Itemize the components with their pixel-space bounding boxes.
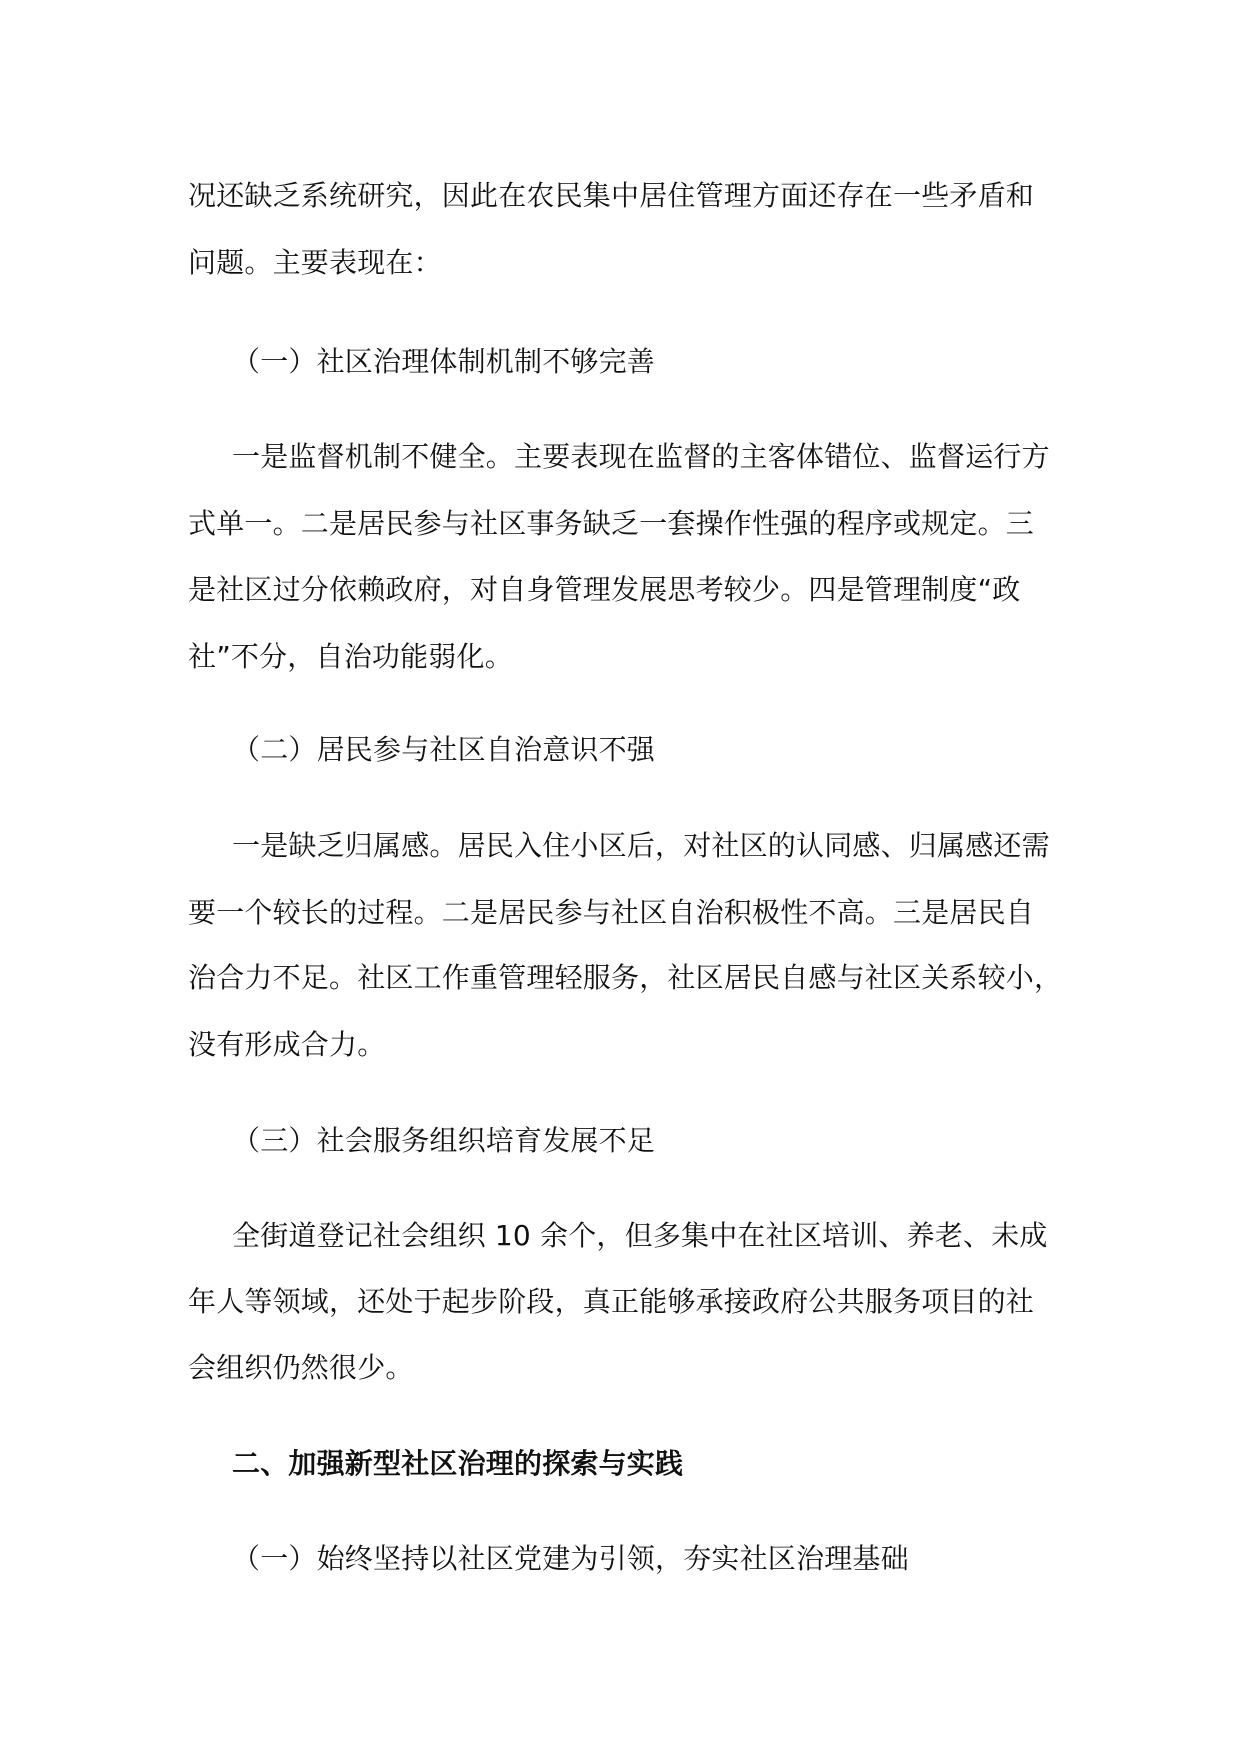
paragraph-line: 会组织仍然很少。	[188, 1351, 414, 1384]
paragraph-line: 是社区过分依赖政府，对自身管理发展思考较少。四是管理制度“政	[188, 573, 1021, 606]
paragraph-line: 治合力不足。社区工作重管理轻服务，社区居民自感与社区关系较小，	[188, 961, 1063, 994]
paragraph-line: 全街道登记社会组织 10 余个，但多集中在社区培训、养老、未成	[232, 1219, 1048, 1252]
paragraph-line: 要一个较长的过程。二是居民参与社区自治积极性不高。三是居民自	[188, 896, 1035, 929]
section-heading: （二）居民参与社区自治意识不强	[232, 733, 656, 766]
section-heading: （一）社区治理体制机制不够完善	[232, 345, 656, 378]
paragraph-line: 没有形成合力。	[188, 1028, 386, 1061]
paragraph-line: 社”不分，自治功能弱化。	[188, 640, 513, 673]
paragraph-line: 年人等领域，还处于起步阶段，真正能够承接政府公共服务项目的社	[188, 1285, 1035, 1318]
paragraph-line: 一是缺乏归属感。居民入住小区后，对社区的认同感、归属感还需	[232, 829, 1050, 862]
paragraph-line: 式单一。二是居民参与社区事务缺乏一套操作性强的程序或规定。三	[188, 507, 1035, 540]
paragraph-line: 况还缺乏系统研究，因此在农民集中居住管理方面还存在一些矛盾和	[188, 179, 1035, 212]
part-heading: 二、加强新型社区治理的探索与实践	[232, 1447, 684, 1480]
paragraph-line: 一是监督机制不健全。主要表现在监督的主客体错位、监督运行方	[232, 440, 1050, 473]
section-heading: （三）社会服务组织培育发展不足	[232, 1124, 656, 1157]
section-heading: （一）始终坚持以社区党建为引领，夯实社区治理基础	[232, 1542, 909, 1575]
paragraph-line: 问题。主要表现在：	[188, 246, 442, 279]
